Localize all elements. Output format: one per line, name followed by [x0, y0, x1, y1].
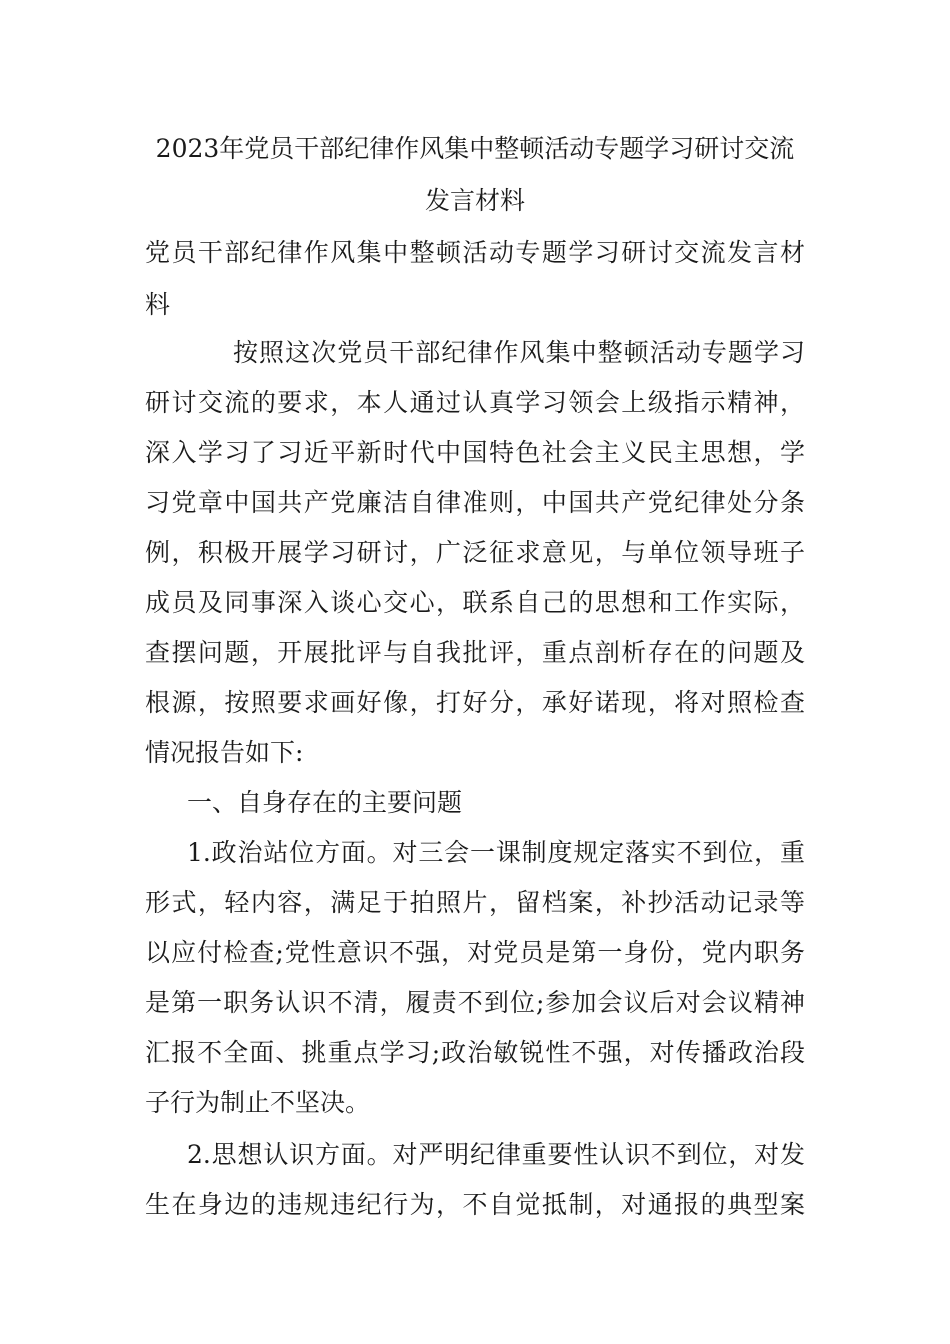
item1-line-1: 1.政治站位方面。对三会一课制度规定落实不到位，重: [187, 838, 805, 867]
item1-line-4: 是第一职务认识不清，履责不到位;参加会议后对会议精神: [145, 988, 805, 1017]
item1-line-2: 形式，轻内容，满足于拍照片，留档案，补抄活动记录等: [145, 888, 805, 917]
item1-line-3: 以应付检查;党性意识不强，对党员是第一身份，党内职务: [145, 938, 805, 967]
document-title-line-1: 2023年党员干部纪律作风集中整顿活动专题学习研讨交流: [155, 134, 795, 163]
intro-line-2: 研讨交流的要求，本人通过认真学习领会上级指示精神，: [145, 388, 805, 417]
intro-line-4: 习党章中国共产党廉洁自律准则，中国共产党纪律处分条: [145, 488, 805, 517]
subtitle-line-2: 料: [145, 290, 171, 319]
intro-line-8: 根源，按照要求画好像，打好分，承好诺现，将对照检查: [145, 688, 805, 717]
intro-line-7: 查摆问题，开展批评与自我批评，重点剖析存在的问题及: [145, 638, 805, 667]
item2-line-1: 2.思想认识方面。对严明纪律重要性认识不到位，对发: [187, 1140, 805, 1169]
item1-line-6: 子行为制止不坚决。: [145, 1088, 371, 1117]
subtitle-line-1: 党员干部纪律作风集中整顿活动专题学习研讨交流发言材: [145, 238, 805, 267]
intro-line-3: 深入学习了习近平新时代中国特色社会主义民主思想，学: [145, 438, 805, 467]
item1-line-5: 汇报不全面、挑重点学习;政治敏锐性不强，对传播政治段: [145, 1038, 805, 1067]
intro-line-5: 例，积极开展学习研讨，广泛征求意见，与单位领导班子: [145, 538, 805, 567]
item2-line-2: 生在身边的违规违纪行为，不自觉抵制，对通报的典型案: [145, 1190, 805, 1219]
intro-line-6: 成员及同事深入谈心交心，联系自己的思想和工作实际，: [145, 588, 805, 617]
section-heading: 一、自身存在的主要问题: [187, 788, 463, 817]
document-title-line-2: 发言材料: [424, 186, 525, 215]
intro-line-9: 情况报告如下:: [145, 738, 304, 767]
intro-line-1: 按照这次党员干部纪律作风集中整顿活动专题学习: [233, 338, 805, 367]
